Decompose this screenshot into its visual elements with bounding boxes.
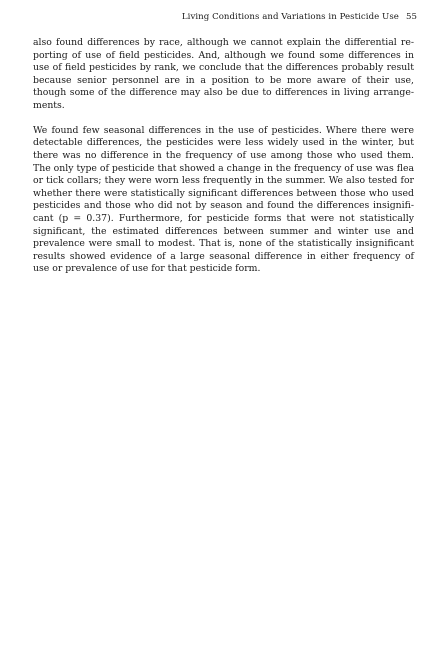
running-header (182, 12, 417, 22)
paragraph-2: We found few seasonal differences in the use of pesticides. Where there were detectable differences, the pesticides were less widely used in the winter, but there was no difference in the frequency of use among those who used them. The only type of pesticide that showed a change in the frequency of use was flea or tick collars; they were worn less frequently in the summer. We also tested for whether there were statistically significant differences between those who used pesticides and those who did not by season and found the differences insignificant (p = 0.37). Furthermore, for pesticide forms that were not statistically significant, the estimated differences between summer and winter use and prevalence were small to modest. That is, none of the statistically insignificant results showed evidence of a large seasonal difference in either frequency of use or prevalence of use for that pesticide form. (33, 124, 414, 275)
page-number: 55 (405, 12, 417, 22)
body-text (33, 37, 414, 288)
paragraph-1: also found differences by race, although we cannot explain the differential reporting of use of field pesticides. And, although we found some differences in use of field pesticides by rank, we conclude that the differences probably result because senior personnel are in a position to be more aware of their use, though some of the difference may also be due to differences in living arrangements. (33, 37, 414, 111)
running-title: Living Conditions and Variations in Pesticide Use (181, 12, 399, 22)
